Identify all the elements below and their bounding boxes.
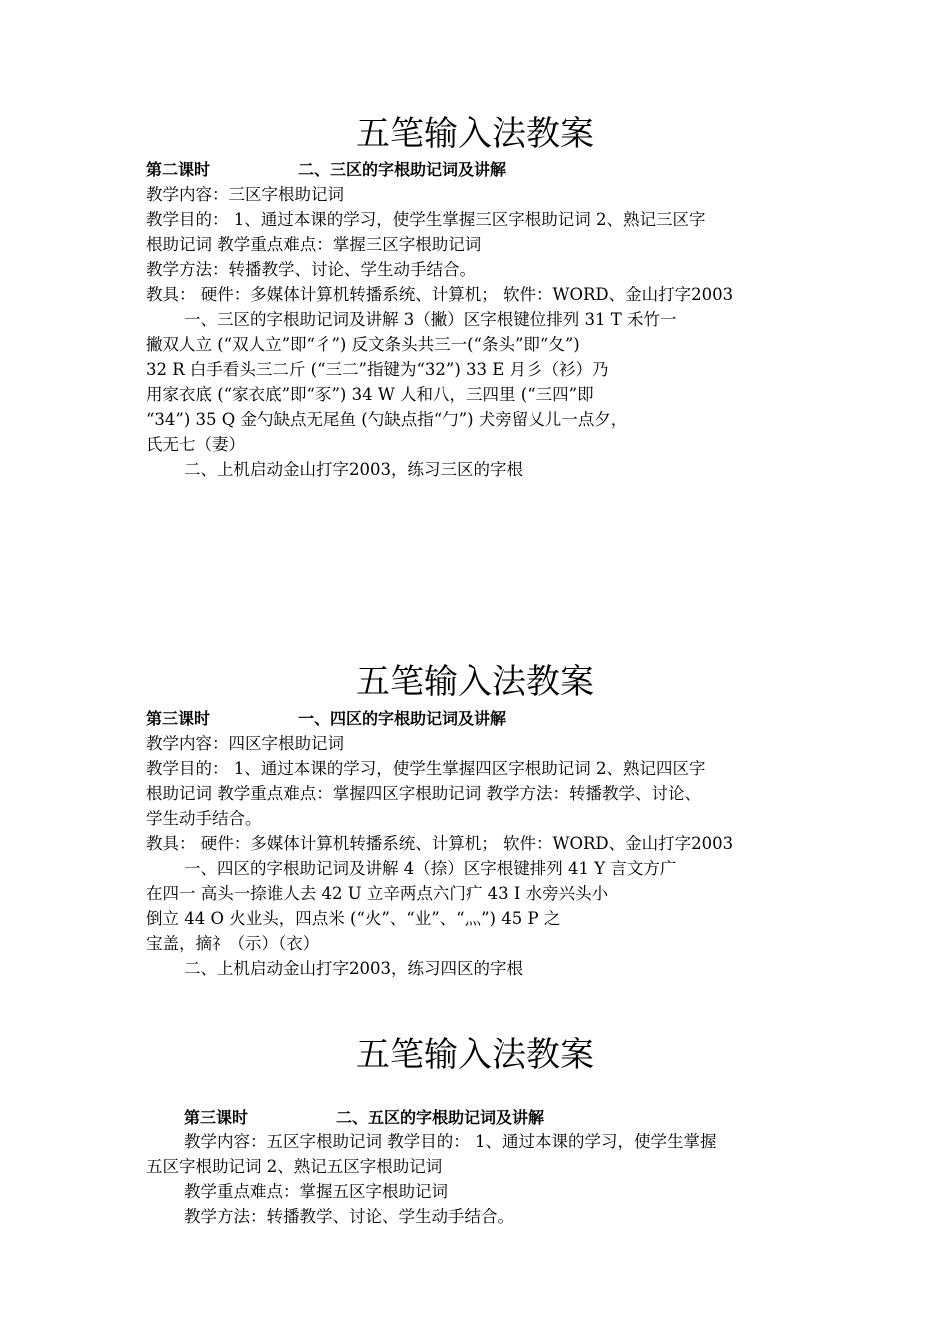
text-line: 教学方法：转播教学、讨论、学生动手结合。 [184, 1207, 514, 1226]
text-line: 氏无七（妻） [146, 435, 245, 454]
text-line: 在四一 高头一捺谁人去 42 U 立辛两点六门疒 43 I 水旁兴头小 [146, 884, 609, 903]
text-line: 学生动手结合。 [146, 809, 262, 828]
text-line: 撇双人立 (“双人立”即“彳”) 反文条头共三一(“条头”即“夂”) [146, 335, 580, 354]
text-line: 倒立 44 O 火业头，四点米 (“火”、“业”、“灬”) 45 P 之 [146, 909, 561, 928]
lesson-heading [146, 158, 806, 182]
text-line: 教学目的： 1、通过本课的学习，使学生掌握三区字根助记词 2、熟记三区字 [146, 210, 706, 229]
text-line: 教学方法：转播教学、讨论、学生动手结合。 [146, 260, 476, 279]
page-title: 五笔输入法教案 [356, 114, 594, 154]
text-line: 教学内容：四区字根助记词 [146, 734, 344, 753]
text-line: 根助记词 教学重点难点：掌握三区字根助记词 [146, 235, 482, 254]
lesson-heading [146, 707, 806, 731]
text-line: “34”) 35 Q 金勺缺点无尾鱼 (勺缺点指“勹”) 犬旁留乂儿一点夕， [146, 410, 628, 429]
text-line: 教具： 硬件：多媒体计算机转播系统、计算机； 软件：WORD、金山打字2003 [146, 834, 734, 853]
text-line: 二、上机启动金山打字2003，练习三区的字根 [184, 460, 523, 479]
lesson-topic: 二、三区的字根助记词及讲解 [298, 160, 507, 179]
text-line: 宝盖，摘礻（示）（衣） [146, 934, 320, 953]
text-line: 教学内容：三区字根助记词 [146, 185, 344, 204]
lesson-heading [184, 1106, 844, 1130]
text-line: 五区字根助记词 2、熟记五区字根助记词 [146, 1157, 443, 1176]
text-line: 教学重点难点：掌握五区字根助记词 [184, 1182, 448, 1201]
text-line: 一、四区的字根助记词及讲解 4（捺）区字根键排列 41 Y 言文方广 [184, 859, 677, 878]
lesson-topic: 二、五区的字根助记词及讲解 [336, 1108, 545, 1127]
text-line: 32 R 白手看头三二斤 (“三二”指键为“32”) 33 E 月彡（衫）乃 [146, 360, 609, 379]
lesson-number: 第二课时 [146, 160, 211, 179]
text-line: 教学目的： 1、通过本课的学习，使学生掌握四区字根助记词 2、熟记四区字 [146, 759, 706, 778]
page-title: 五笔输入法教案 [356, 662, 594, 702]
lesson-number: 第三课时 [146, 709, 211, 728]
text-line: 用家衣底 (“家衣底”即“豕”) 34 W 人和八，三四里 (“三四”即 [146, 385, 594, 404]
text-line: 教具： 硬件：多媒体计算机转播系统、计算机； 软件：WORD、金山打字2003 [146, 285, 734, 304]
page-title: 五笔输入法教案 [356, 1035, 594, 1075]
text-line: 一、三区的字根助记词及讲解 3（撇）区字根键位排列 31 T 禾竹一 [184, 310, 677, 329]
text-line: 二、上机启动金山打字2003，练习四区的字根 [184, 959, 523, 978]
text-line: 教学内容：五区字根助记词 教学目的： 1、通过本课的学习，使学生掌握 [184, 1132, 717, 1151]
lesson-number: 第三课时 [184, 1108, 249, 1127]
text-line: 根助记词 教学重点难点：掌握四区字根助记词 教学方法：转播教学、讨论、 [146, 784, 701, 803]
lesson-topic: 一、四区的字根助记词及讲解 [298, 709, 507, 728]
